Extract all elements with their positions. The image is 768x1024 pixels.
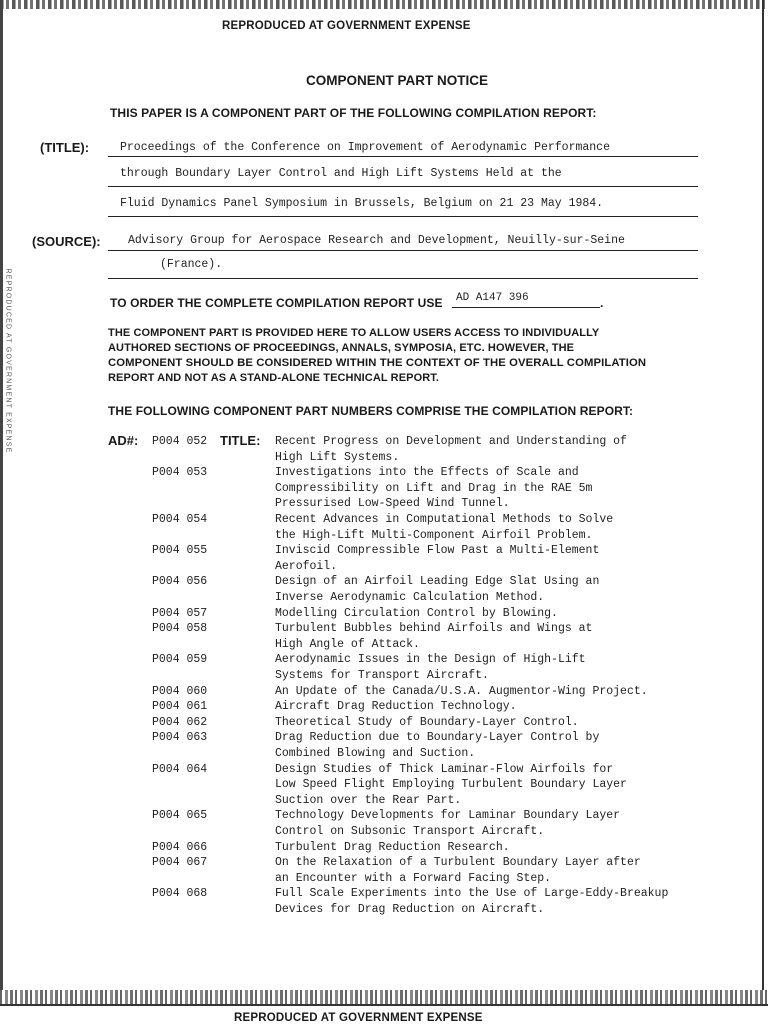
scan-noise-bottom: [0, 990, 768, 1004]
entry-title-line: Systems for Transport Aircraft.: [275, 669, 489, 682]
entry-title-line: an Encounter with a Forward Facing Step.: [275, 871, 552, 885]
source-line-1: Advisory Group for Aerospace Research and Development, Neuilly-sur-Seine: [128, 234, 625, 247]
entry-title-line: Aerofoil.: [275, 559, 338, 573]
entry-number: P004 064: [152, 762, 208, 776]
entry-title-line: Control on Subsonic Transport Aircraft.: [275, 825, 545, 838]
following-text: THE FOLLOWING COMPONENT PART NUMBERS COMPRISE THE COMPILATION REPORT:: [108, 404, 634, 418]
entry-title-line: Investigations into the Effects of Scale and: [275, 466, 579, 480]
entry-title-line: Inviscid Compressible Flow Past a Multi-Element: [275, 544, 600, 558]
entry-number: P004 068: [152, 887, 208, 901]
entry-number: P004 066: [152, 840, 208, 854]
entry-title-line: Modelling Circulation Control by Blowing.: [275, 606, 558, 620]
entry-number: P004 052: [152, 435, 208, 448]
entry-number: P004 067: [152, 856, 208, 870]
entry-number: P004 053: [152, 466, 208, 480]
side-stamp: REPRODUCED AT GOVERNMENT EXPENSE: [4, 268, 12, 454]
entry-title-line: An Update of the Canada/U.S.A. Augmentor-Wing Project.: [275, 684, 648, 698]
entry-title-line: Turbulent Bubbles behind Airfoils and Wings at: [275, 622, 593, 636]
entry-number: P004 056: [152, 575, 208, 589]
notice-paragraph-line-3: COMPONENT SHOULD BE CONSIDERED WITHIN THE CONTEXT OF THE OVERALL COMPILATION: [108, 357, 647, 369]
entry-number: P004 060: [152, 684, 208, 698]
entry-title-line: Turbulent Drag Reduction Research.: [275, 840, 510, 854]
title-line-1: Proceedings of the Conference on Improvement of Aerodynamic Performance: [120, 141, 610, 154]
entry-title-line: Compressibility on Lift and Drag in the RAE 5m: [275, 481, 593, 495]
ad-label: AD#:: [108, 433, 139, 448]
page-bottom-rule: [0, 1004, 768, 1006]
entry-number: P004 055: [152, 544, 208, 558]
entry-number: P004 059: [152, 653, 208, 667]
notice-title: COMPONENT PART NOTICE: [306, 73, 488, 88]
entry-number: P004 054: [152, 513, 208, 526]
notice-paragraph-line-2: AUTHORED SECTIONS OF PROCEEDINGS, ANNALS, SYMPOSIA, ETC. HOWEVER, THE: [108, 342, 575, 354]
notice-paragraph-line-1: THE COMPONENT PART IS PROVIDED HERE TO ALLOW USERS ACCESS TO INDIVIDUALLY: [108, 327, 600, 339]
order-number: AD A147 396: [456, 292, 529, 304]
order-period: .: [600, 296, 604, 310]
header-stamp: REPRODUCED AT GOVERNMENT EXPENSE: [222, 20, 471, 32]
entry-title-line: the High-Lift Multi-Component Airfoil Problem.: [275, 528, 593, 542]
entry-title-line: Theoretical Study of Boundary-Layer Control.: [275, 715, 579, 729]
source-label: (SOURCE):: [32, 234, 101, 249]
title-column-label: TITLE:: [220, 433, 261, 448]
title-label: (TITLE):: [40, 140, 90, 155]
order-text: TO ORDER THE COMPLETE COMPILATION REPORT USE: [110, 296, 443, 310]
title-line-3: Fluid Dynamics Panel Symposium in Brussels, Belgium on 21 23 May 1984.: [120, 197, 604, 210]
entry-title-line: Pressurised Low-Speed Wind Tunnel.: [275, 497, 510, 511]
entry-number: P004 062: [152, 715, 208, 729]
entry-title-line: High Angle of Attack.: [275, 637, 420, 651]
source-line-2: (France).: [160, 258, 223, 271]
entry-number: P004 061: [152, 700, 208, 714]
entry-title-line: Devices for Drag Reduction on Aircraft.: [275, 903, 545, 916]
entry-title-line: Suction over the Rear Part.: [275, 793, 462, 807]
entry-title-line: Drag Reduction due to Boundary-Layer Control by: [275, 731, 600, 745]
entry-title-line: Technology Developments for Laminar Boundary Layer: [275, 809, 621, 823]
notice-paragraph-line-4: REPORT AND NOT AS A STAND-ALONE TECHNICAL REPORT.: [108, 372, 440, 384]
entry-number: P004 065: [152, 809, 208, 823]
entry-number: P004 057: [152, 606, 208, 620]
entry-title-line: Combined Blowing and Suction.: [275, 747, 476, 760]
entry-number: P004 058: [152, 622, 208, 636]
entry-title-line: Low Speed Flight Employing Turbulent Boundary Layer: [275, 778, 627, 792]
entry-title-line: Recent Progress on Development and Understanding of: [275, 435, 627, 448]
entry-title-line: Aircraft Drag Reduction Technology.: [275, 700, 517, 714]
entry-title-line: High Lift Systems.: [275, 450, 400, 464]
title-line-2: through Boundary Layer Control and High Lift Systems Held at the: [120, 167, 562, 180]
entry-title-line: Recent Advances in Computational Methods to Solve: [275, 513, 614, 526]
entry-title-line: Full Scale Experiments into the Use of Large-Eddy-Breakup: [275, 887, 669, 901]
entry-title-line: Inverse Aerodynamic Calculation Method.: [275, 591, 545, 604]
entry-title-line: Design Studies of Thick Laminar-Flow Airfoils for: [275, 762, 614, 776]
footer-stamp: REPRODUCED AT GOVERNMENT EXPENSE: [234, 1012, 483, 1024]
entry-title-line: Aerodynamic Issues in the Design of High-Lift: [275, 653, 586, 667]
entry-number: P004 063: [152, 731, 208, 745]
entry-title-line: On the Relaxation of a Turbulent Boundary Layer after: [275, 856, 641, 870]
intro-text: THIS PAPER IS A COMPONENT PART OF THE FOLLOWING COMPILATION REPORT:: [110, 106, 597, 120]
entry-title-line: Design of an Airfoil Leading Edge Slat Using an: [275, 575, 600, 589]
